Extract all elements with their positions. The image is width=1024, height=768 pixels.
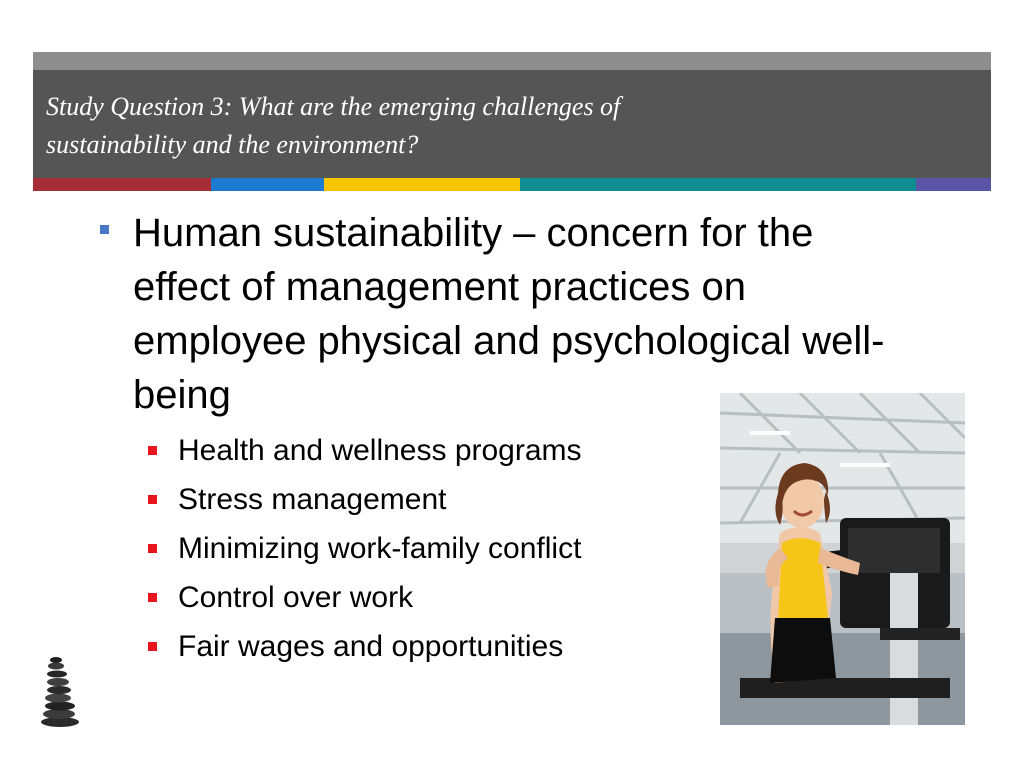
sub-bullet-item xyxy=(148,577,668,626)
accent-segment xyxy=(916,178,991,191)
main-bullet-text: Human sustainability – concern for the effect of management practices on employee physical and psychological well-being xyxy=(133,211,885,417)
square-bullet-icon xyxy=(148,593,157,602)
square-bullet-icon xyxy=(148,642,157,651)
title-band-top-stripe xyxy=(33,52,991,70)
slide-title-line-1: Study Question 3: What are the emerging challenges of xyxy=(46,92,621,121)
sub-bullet-item xyxy=(148,430,668,479)
square-bullet-icon xyxy=(100,225,109,234)
sub-bullet-item xyxy=(148,479,668,528)
sub-bullet-text: Health and wellness programs xyxy=(178,434,582,467)
sub-bullet-text: Minimizing work-family conflict xyxy=(178,532,582,565)
square-bullet-icon xyxy=(148,495,157,504)
title-band xyxy=(33,52,991,178)
sub-bullet-list xyxy=(148,430,668,675)
sub-bullet-item xyxy=(148,528,668,577)
accent-segment xyxy=(211,178,324,191)
sub-bullet-text: Fair wages and opportunities xyxy=(178,630,564,663)
accent-color-strip xyxy=(33,178,991,191)
sub-bullet-item xyxy=(148,626,668,675)
slide-title xyxy=(46,88,946,164)
sub-bullet-text: Control over work xyxy=(178,581,414,614)
accent-segment xyxy=(324,178,520,191)
woman-on-elliptical-trainer-photo xyxy=(720,393,965,725)
square-bullet-icon xyxy=(148,446,157,455)
square-bullet-icon xyxy=(148,544,157,553)
stacked-stones-icon xyxy=(34,656,84,728)
slide-title-line-2: sustainability and the environment? xyxy=(46,130,419,159)
accent-segment xyxy=(33,178,211,191)
sub-bullet-text: Stress management xyxy=(178,483,447,516)
accent-segment xyxy=(520,178,916,191)
